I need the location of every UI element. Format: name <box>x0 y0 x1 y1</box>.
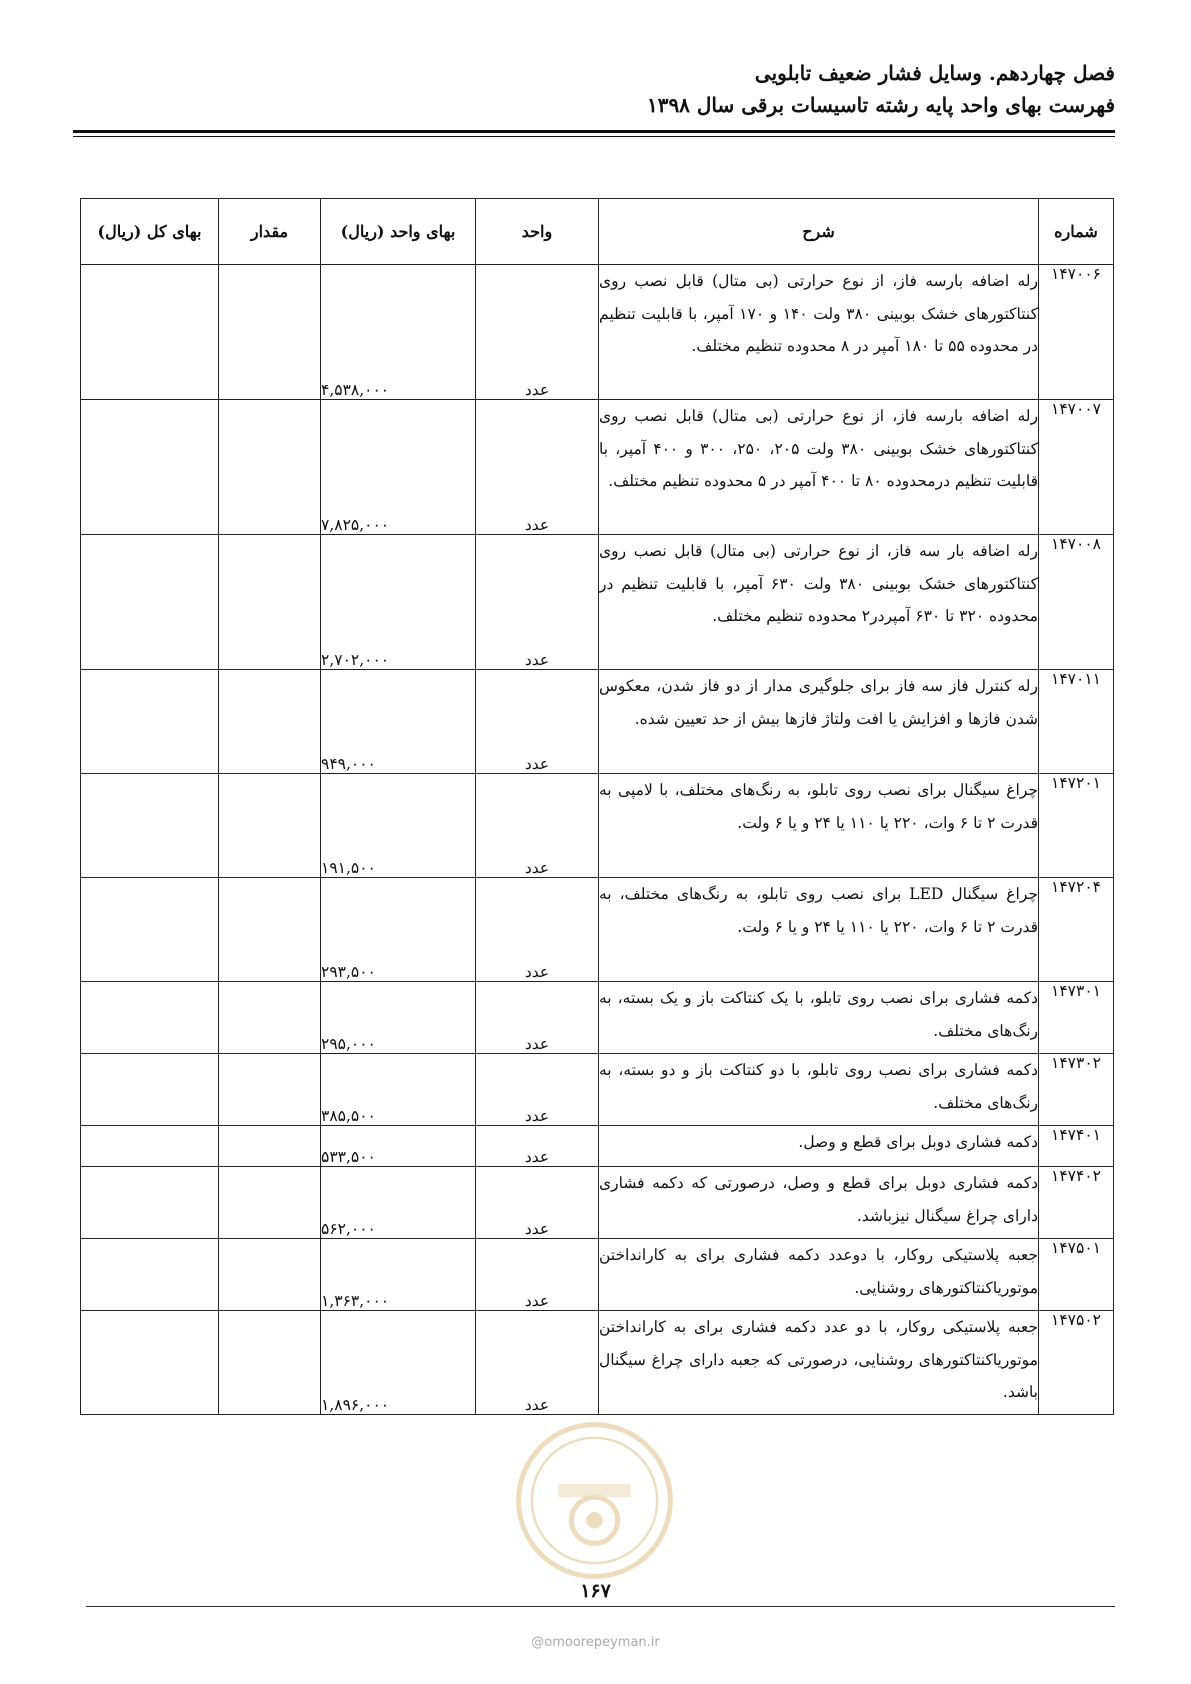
item-unit: عدد <box>476 400 599 535</box>
item-unit: عدد <box>476 878 599 982</box>
column-header-total-price: بهای کل (ریال) <box>81 199 219 265</box>
column-header-description: شرح <box>599 199 1039 265</box>
table-row <box>81 1167 1114 1239</box>
item-quantity <box>219 1126 321 1167</box>
item-number: ۱۴۷۰۱۱ <box>1039 670 1114 774</box>
column-header-unit: واحد <box>476 199 599 265</box>
item-number: ۱۴۷۰۰۷ <box>1039 400 1114 535</box>
table-row <box>81 1054 1114 1126</box>
item-total-price <box>81 982 219 1054</box>
item-unit: عدد <box>476 1311 599 1415</box>
item-unit: عدد <box>476 982 599 1054</box>
item-quantity <box>219 400 321 535</box>
item-description: دکمه فشاری برای نصب روی تابلو، با یک کنتاکت باز و یک بسته، به رنگ‌های مختلف. <box>599 982 1039 1054</box>
column-header-unit-price: بهای واحد (ریال) <box>321 199 476 265</box>
item-total-price <box>81 878 219 982</box>
item-quantity <box>219 1167 321 1239</box>
page-number: ۱۶۷ <box>580 1580 611 1602</box>
item-number: ۱۴۷۵۰۲ <box>1039 1311 1114 1415</box>
table-row <box>81 1239 1114 1311</box>
item-unit-price: ۴,۵۳۸,۰۰۰ <box>321 265 476 400</box>
item-quantity <box>219 535 321 670</box>
item-total-price <box>81 670 219 774</box>
item-description: دکمه فشاری دوبل برای قطع و وصل، درصورتی که دکمه فشاری دارای چراغ سیگنال نیزباشد. <box>599 1167 1039 1239</box>
table-row <box>81 670 1114 774</box>
item-unit-price: ۵۳۳,۵۰۰ <box>321 1126 476 1167</box>
site-watermark: @omoorepeyman.ir <box>531 1635 660 1650</box>
item-quantity <box>219 1054 321 1126</box>
item-unit-price: ۲,۷۰۲,۰۰۰ <box>321 535 476 670</box>
price-list-table <box>80 198 1114 1415</box>
item-number: ۱۴۷۳۰۱ <box>1039 982 1114 1054</box>
table-row <box>81 535 1114 670</box>
item-quantity <box>219 878 321 982</box>
item-total-price <box>81 1054 219 1126</box>
item-description: جعبه پلاستیکی روکار، با دو عدد دکمه فشاری برای به کاراندا‌ختن موتوریاکنتاکتورهای روشنایی، درصورتی که جعبه دارای چراغ سیگنال باشد. <box>599 1311 1039 1415</box>
item-total-price <box>81 400 219 535</box>
item-number: ۱۴۷۴۰۱ <box>1039 1126 1114 1167</box>
item-total-price <box>81 1239 219 1311</box>
table-header-row <box>81 199 1114 265</box>
item-description: جعبه پلاستیکی روکار، با دوعدد دکمه فشاری برای به کاراندا‌ختن موتوریاکنتاکتورهای روشنایی. <box>599 1239 1039 1311</box>
item-number: ۱۴۷۴۰۲ <box>1039 1167 1114 1239</box>
chapter-title: فصل چهاردهم. وسایل فشار ضعیف تابلویی <box>754 61 1115 85</box>
item-total-price <box>81 535 219 670</box>
item-quantity <box>219 1239 321 1311</box>
item-unit-price: ۳۸۵,۵۰۰ <box>321 1054 476 1126</box>
page-subtitle: فهرست بهای واحد پایه رشته تاسیسات برقی سال ۱۳۹۸ <box>646 93 1115 117</box>
table-row <box>81 774 1114 878</box>
header-rule-thin <box>73 136 1115 137</box>
item-unit: عدد <box>476 1167 599 1239</box>
item-total-price <box>81 265 219 400</box>
item-description: چراغ سیگنال LED برای نصب روی تابلو، به رنگ‌های مختلف، به قدرت ۲ تا ۶ وات، ۲۲۰ یا ۱۱۰ یا ۲۴ و یا ۶ ولت. <box>599 878 1039 982</box>
table-row <box>81 878 1114 982</box>
table-row <box>81 265 1114 400</box>
item-total-price <box>81 774 219 878</box>
item-description: رله اضافه بارسه فاز، از نوع حرارتی (بی متال) قابل نصب روی کنتاکتورهای خشک بوبینی ۳۸۰ ولت ۲۰۵، ۲۵۰، ۳۰۰ و ۴۰۰ آمپر، با قابلیت تنظیم درمحدوده ۸۰ تا ۴۰۰ آمپر در ۵ محدوده تنظیم مختلف. <box>599 400 1039 535</box>
header-rule-thick <box>73 130 1115 133</box>
item-unit-price: ۲۹۵,۰۰۰ <box>321 982 476 1054</box>
item-total-price <box>81 1126 219 1167</box>
table-row <box>81 1126 1114 1167</box>
footer-rule <box>86 1606 1115 1607</box>
item-unit: عدد <box>476 670 599 774</box>
item-number: ۱۴۷۳۰۲ <box>1039 1054 1114 1126</box>
item-unit: عدد <box>476 1126 599 1167</box>
item-total-price <box>81 1167 219 1239</box>
item-description: چراغ سیگنال برای نصب روی تابلو، به رنگ‌های مختلف، با لامپی به قدرت ۲ تا ۶ وات، ۲۲۰ یا ۱۱۰ یا ۲۴ و یا ۶ ولت. <box>599 774 1039 878</box>
table-row <box>81 400 1114 535</box>
item-unit-price: ۹۴۹,۰۰۰ <box>321 670 476 774</box>
item-unit-price: ۵۶۲,۰۰۰ <box>321 1167 476 1239</box>
item-unit: عدد <box>476 1239 599 1311</box>
item-unit-price: ۱۹۱,۵۰۰ <box>321 774 476 878</box>
table-body <box>81 265 1114 1415</box>
table-row <box>81 1311 1114 1415</box>
item-description: رله کنترل فاز سه فاز برای جلوگیری مدار از دو فاز شدن، معکوس شدن فازها و افزایش یا افت ولتاژ فازها بیش از حد تعیین شده. <box>599 670 1039 774</box>
item-unit-price: ۷,۸۲۵,۰۰۰ <box>321 400 476 535</box>
item-quantity <box>219 982 321 1054</box>
item-quantity <box>219 670 321 774</box>
item-unit-price: ۲۹۳,۵۰۰ <box>321 878 476 982</box>
item-unit: عدد <box>476 1054 599 1126</box>
item-unit-price: ۱,۸۹۶,۰۰۰ <box>321 1311 476 1415</box>
item-description: رله اضافه بار سه فاز، از نوع حرارتی (بی متال) قابل نصب روی کنتاکتورهای خشک بوبینی ۳۸۰ ولت ۶۳۰ آمپر، با قابلیت تنظیم در محدوده ۳۲۰ تا ۶۳۰ آمپردر۲ محدوده تنظیم مختلف. <box>599 535 1039 670</box>
item-unit-price: ۱,۳۶۳,۰۰۰ <box>321 1239 476 1311</box>
item-description: دکمه فشاری دوبل برای قطع و وصل. <box>599 1126 1039 1167</box>
item-unit: عدد <box>476 774 599 878</box>
item-quantity <box>219 265 321 400</box>
item-number: ۱۴۷۲۰۴ <box>1039 878 1114 982</box>
item-number: ۱۴۷۲۰۱ <box>1039 774 1114 878</box>
item-description: دکمه فشاری برای نصب روی تابلو، با دو کنتاکت باز و دو بسته، به رنگ‌های مختلف. <box>599 1054 1039 1126</box>
seal-watermark <box>512 1418 677 1583</box>
table-row <box>81 982 1114 1054</box>
item-quantity <box>219 774 321 878</box>
item-number: ۱۴۷۰۰۶ <box>1039 265 1114 400</box>
item-quantity <box>219 1311 321 1415</box>
page-header <box>76 58 1115 120</box>
item-total-price <box>81 1311 219 1415</box>
item-unit: عدد <box>476 535 599 670</box>
item-number: ۱۴۷۰۰۸ <box>1039 535 1114 670</box>
item-unit: عدد <box>476 265 599 400</box>
item-description: رله اضافه بارسه فاز، از نوع حرارتی (بی متال) قابل نصب روی کنتاکتورهای خشک بوبینی ۳۸۰ ولت ۱۴۰ و ۱۷۰ آمپر، با قابلیت تنظیم در محدوده ۵۵ تا ۱۸۰ آمپر در ۸ محدوده تنظیم مختلف. <box>599 265 1039 400</box>
item-number: ۱۴۷۵۰۱ <box>1039 1239 1114 1311</box>
column-header-quantity: مقدار <box>219 199 321 265</box>
column-header-number: شماره <box>1039 199 1114 265</box>
